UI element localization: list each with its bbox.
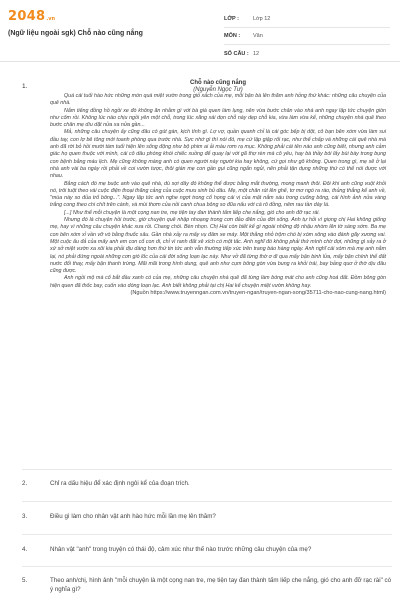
question-number: 2. bbox=[22, 480, 28, 487]
meta-row-subject bbox=[224, 28, 390, 45]
passage-paragraph: Anh ngồi mộ mà cố bắt đầu xanh có của mẹ, những câu chuyện nhà quê đã từng làm bóng mát cho anh cũng hoá đất. Đồm bông gòn hiện quen đã thốc bay, cuốn vào dòng loạn lạc. Anh biết không phải tại chị Hai kể chuyện miệt vườn không hay. bbox=[50, 275, 386, 289]
question-text: Nhân vật "anh" trong truyện có thái độ, cảm xúc như thế nào trước những câu chuyện của mẹ? bbox=[50, 546, 312, 553]
meta-label: SỐ CÂU : bbox=[224, 50, 249, 57]
question-number: 1. bbox=[22, 83, 28, 90]
logo-text: 2048 bbox=[8, 9, 46, 24]
page-header bbox=[0, 0, 400, 62]
passage-title: Chỗ nào cũng nắng bbox=[190, 80, 246, 86]
question-5 bbox=[22, 576, 392, 595]
passage-source: (Nguồn https://www.truyenngan.com.vn/truyen-ngan/truyen-ngan-song/35711-cho-nao-cung-nang.html) bbox=[130, 290, 386, 297]
question-number: 4. bbox=[22, 546, 28, 553]
question-2 bbox=[22, 479, 392, 488]
meta-value: 12 bbox=[253, 50, 260, 57]
question-divider bbox=[22, 469, 392, 470]
meta-label: LỚP : bbox=[224, 16, 239, 22]
question-divider bbox=[22, 534, 392, 535]
meta-value: Lớp 12 bbox=[253, 16, 271, 22]
passage-author: (Nguyễn Ngọc Tư) bbox=[193, 87, 243, 93]
meta-info bbox=[224, 11, 390, 62]
passage-paragraph: Bằng cách đó mẹ buộc anh vào quê nhà, dù sợi dây đó không thể được bằng mắt thường, mong manh thôi. Đôi khi anh cũng vuột khỏi nó, trôi tuột theo vài cuộc điện thoại thăng cảng của cuộc mưu sinh bủ dâu. Mẹ, một chân rút lên ghế, tơ mơ ngó ra rào, thủng thẳng kể anh về, "mùa này so đủa trổ bông...". Ngay lập tức anh nghe ngợt trong cổ họng cái vị của mật nắm sáu trong cuống bông, cái hình ảnh nửa vàng trắng cong theo chi chít trên cành, và mùi thơm của nồi canh chua bông so đũa nấu với cá rô đồng, nêm rau tần dày lá. bbox=[50, 180, 386, 209]
logo-suffix: .vn bbox=[46, 16, 56, 22]
passage-paragraph: Nắm tiếng đồng hồ ngồi xe đò không ăn nhằm gì với bà già quen làm lụng, nên vừa bước chân vào nhà anh ngay lập tức chuyện giòn như cốm rồi. Không lúc nào chịu ngồi yên một chỗ, trong lúc xăng xái dọn chỗ này dẹp chỗ kia, vừa làm vừa kể, những chuyện nhà quê theo bước chân mẹ dìu dặt nửa xa nửa gần... bbox=[50, 107, 386, 129]
question-number: 5. bbox=[22, 577, 28, 584]
question-text: Điều gì làm cho nhân vật anh hào hức mỗi lần mẹ lên thăm? bbox=[50, 513, 216, 520]
content-area bbox=[0, 62, 400, 600]
passage-paragraph: Quá cái tuổi hào hức những món quà miệt vườn trong giỏ xách của mẹ, mỗi bận bà lên thăm anh hỏng thứ khác: những câu chuyện của quê nhà. bbox=[50, 93, 386, 107]
question-text: Theo anh/chị, hình ảnh "mỗi chuyện là một cọng nan tre, mẹ tiện tay đan thành tấm liếp che nắng, gió cho anh đỡ rạc rài" có ý nghĩa gì? bbox=[50, 577, 392, 594]
site-logo[interactable] bbox=[8, 9, 55, 24]
meta-value: Văn bbox=[253, 33, 263, 39]
document-title: (Ngữ liệu ngoài sgk) Chỗ nào cũng nắng bbox=[8, 30, 143, 37]
question-divider bbox=[22, 566, 392, 567]
question-3 bbox=[22, 512, 392, 521]
reading-passage bbox=[50, 80, 386, 297]
question-number: 3. bbox=[22, 513, 28, 520]
question-4 bbox=[22, 545, 392, 554]
question-text: Chỉ ra dấu hiệu để xác định ngôi kể của đoạn trích. bbox=[50, 480, 190, 487]
passage-paragraph: [...] Như thể mỗi chuyện là một cọng nan tre, mẹ tiện tay đan thành tấm liếp che nắng, gió cho anh đỡ rạc rài. bbox=[64, 209, 320, 216]
meta-row-class bbox=[224, 11, 390, 28]
meta-label: MÔN : bbox=[224, 33, 241, 39]
passage-paragraph: Nhưng đó là chuyện hồi trước, giờ chuyện quê nhập nhoạng trong cơn đảo điên của đời sống. Anh tự hỏi vì giọng chị Hai không giống mẹ, hay vì những câu chuyện khác xưa rồi. Chang chói. Bèn nhọn. Chị Hai còn biết kể gì ngoài những độ nhậu nhòm lên tờ sáng sớm. Ba mẹ con bên xóm xỉ vần vỡ vò bằng thuốc sâu. Gần nhà xảy ra mấy vụ đâm xe máy. Một thằng nhỏ trộm chó bị xóm xông vào đánh gãy xương vai. Một cuộc ấu đả của mấy anh em con cổ con di, chỉ vì ranh đất xê xích có một tấc. Anh nghĩ đó không phải thứ mình chờ đợi, những gì xảy ra ở xứ sở miệt vườn xa xôi kia phải dịu dàng hơn thứ tin tức anh vẫn thường tiếp xúc trên trang báo hàng ngày. Anh nghĩ cái xóm mà mẹ anh nằm lại, nó phải đứng ngoài những cơn gió lốc của cái đời sống loạn lạc này. Như vở đã từng thờ ơ đi qua mấy bận binh lửa, mấy bận chính thể đất nước đổi thay, mấy bận thanh trừng. Mãi mãi trong hình dung, quê anh như cụm bông gòn vừa bung ra khỏi trái, bay bảng quơ ở thờ dịu đâu cũng được. bbox=[50, 217, 386, 275]
question-divider bbox=[22, 501, 392, 502]
meta-row-question-count bbox=[224, 45, 390, 62]
passage-paragraph: Mả, những câu chuyện ấy cũng đâu có gút gàn, kịch tính gì. Lợ vợ, quần quanh chỉ là cái góc bếp bị dột, cô bạn bên xóm vừa làm sui đầu tay, con lợ bê tông mới toanh phòng qua trước nhà. Sực nhớ gì thì nói đó, mẹ cứ lập giập rối rạc, như thể chấp vá những cái quê nhà mà anh đã rời bỏ hồi mười tám tuổi hiện lên sống động như bộ phim ai ải màu rơm rạ mục. Không phải cái tên nào anh cũng biết, nhưng anh cảm giác họ quen thuộc với mình, cái cô dâu phóng khói chiếc xuồng để quay lại với gã thợ rèn mà cô yêu, hay bà thầy bói lấy bùi bày trong bụng con bệnh bằng máu lịch. Mẹ cũng không màng anh có quen người này người kia hay không, cứ gọi như gõ không. Quen trong gì, mẹ sẽ ở lại nhà anh vài ba ngày rồi phải về coi vườn tược, thôi giàn mẹ con gần gụi cũng ngắn ngủi, nên phải tận dụng những thứ có thể nói được với nhau. bbox=[50, 129, 386, 180]
